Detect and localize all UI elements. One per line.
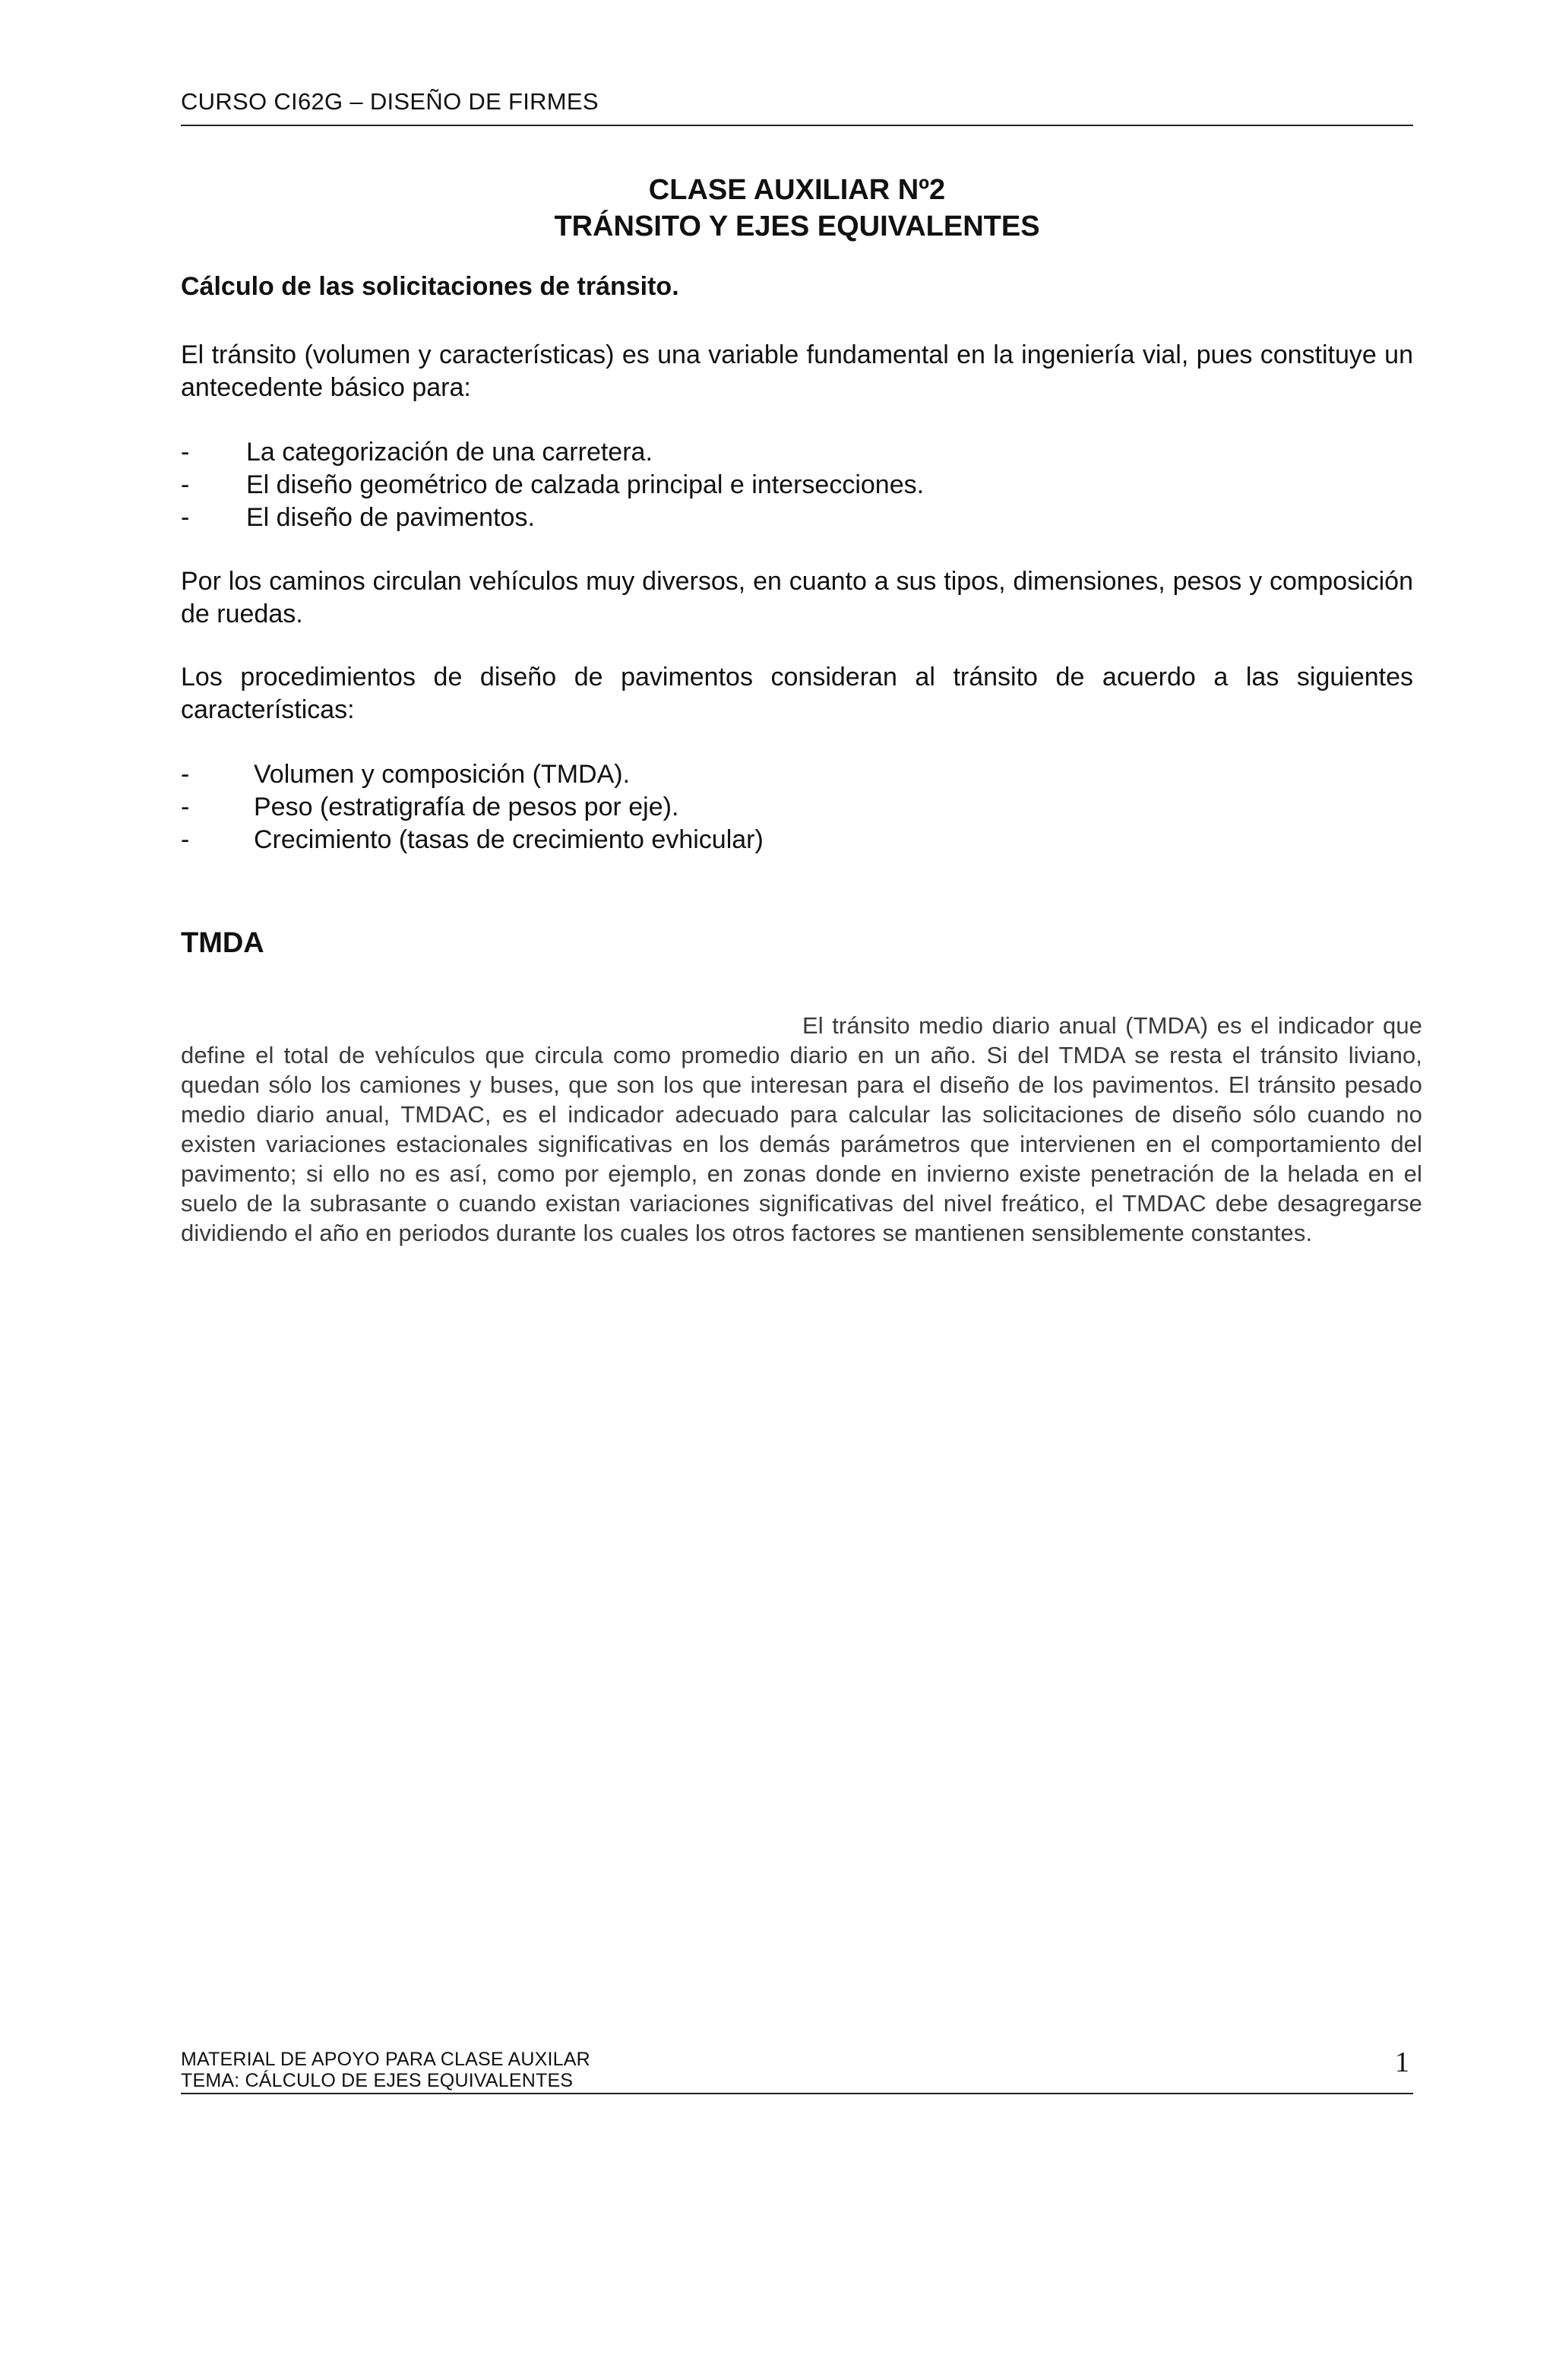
list-item [181,758,1413,791]
title-line-2: TRÁNSITO Y EJES EQUIVALENTES [554,210,1040,242]
list-item-text: Volumen y composición (TMDA). [254,760,631,789]
list-marker: - [181,503,190,532]
list-item-text: Crecimiento (tasas de crecimiento evhicular) [254,825,764,854]
list-item-text: La categorización de una carretera. [246,438,653,467]
tmda-heading: TMDA [181,927,264,959]
list-marker: - [181,793,190,821]
document-title [181,172,1413,245]
header-rule [181,125,1413,126]
uses-list [181,436,1413,534]
list-item-text: Peso (estratigrafía de pesos por eje). [254,793,679,821]
tmda-paragraph: El tránsito medio diario anual (TMDA) es el indicador que define el total de vehículos que circula como promedio diario en un año. Si del TMDA se resta el tránsito liviano, quedan sólo los camiones y buses, que son los que interesan para el diseño de los pavimentos. El tránsito pesado medio diario anual, TMDAC, es el indicador adecuado para calcular las solicitaciones de diseño sólo cuando no existen variaciones estacionales significativas en los demás parámetros que intervienen en el comportamiento del pavimento; si ello no es así, como por ejemplo, en zonas donde en invierno existe penetración de la helada en el suelo de la subrasante o cuando existan variaciones significativas del nivel freático, el TMDAC debe desagregarse dividiendo el año en periodos durante los cuales los otros factores se mantienen sensiblemente constantes. [181,1012,1422,1246]
footer-line-2: TEMA: CÁLCULO DE EJES EQUIVALENTES [181,2070,574,2091]
footer-rule [181,2093,1413,2094]
characteristics-list [181,758,1413,856]
title-line-1: CLASE AUXILIAR Nº2 [648,174,946,206]
list-item [181,824,1413,856]
procedures-paragraph: Los procedimientos de diseño de pavimentos consideran al tránsito de acuerdo a las siguientes características: [181,663,1413,724]
list-item-text: El diseño de pavimentos. [246,503,535,532]
section-heading: Cálculo de las solicitaciones de tránsito. [181,272,679,301]
list-item [181,469,1413,502]
list-item-text: El diseño geométrico de calzada principal e intersecciones. [246,470,925,499]
intro-paragraph: El tránsito (volumen y características) es una variable fundamental en la ingeniería vial, pues constituye un antecedente básico para: [181,340,1413,402]
vehicles-paragraph: Por los caminos circulan vehículos muy diversos, en cuanto a sus tipos, dimensiones, pesos y composición de ruedas. [181,567,1413,628]
list-marker: - [181,825,190,854]
list-marker: - [181,760,190,789]
list-marker: - [181,470,190,499]
list-item [181,502,1413,534]
list-item [181,791,1413,824]
footer-line-1: MATERIAL DE APOYO PARA CLASE AUXILAR [181,2049,590,2070]
list-item [181,436,1413,469]
running-header: CURSO CI62G – DISEÑO DE FIRMES [181,88,599,115]
list-marker: - [181,438,190,467]
page-number: 1 [1395,2046,1409,2078]
